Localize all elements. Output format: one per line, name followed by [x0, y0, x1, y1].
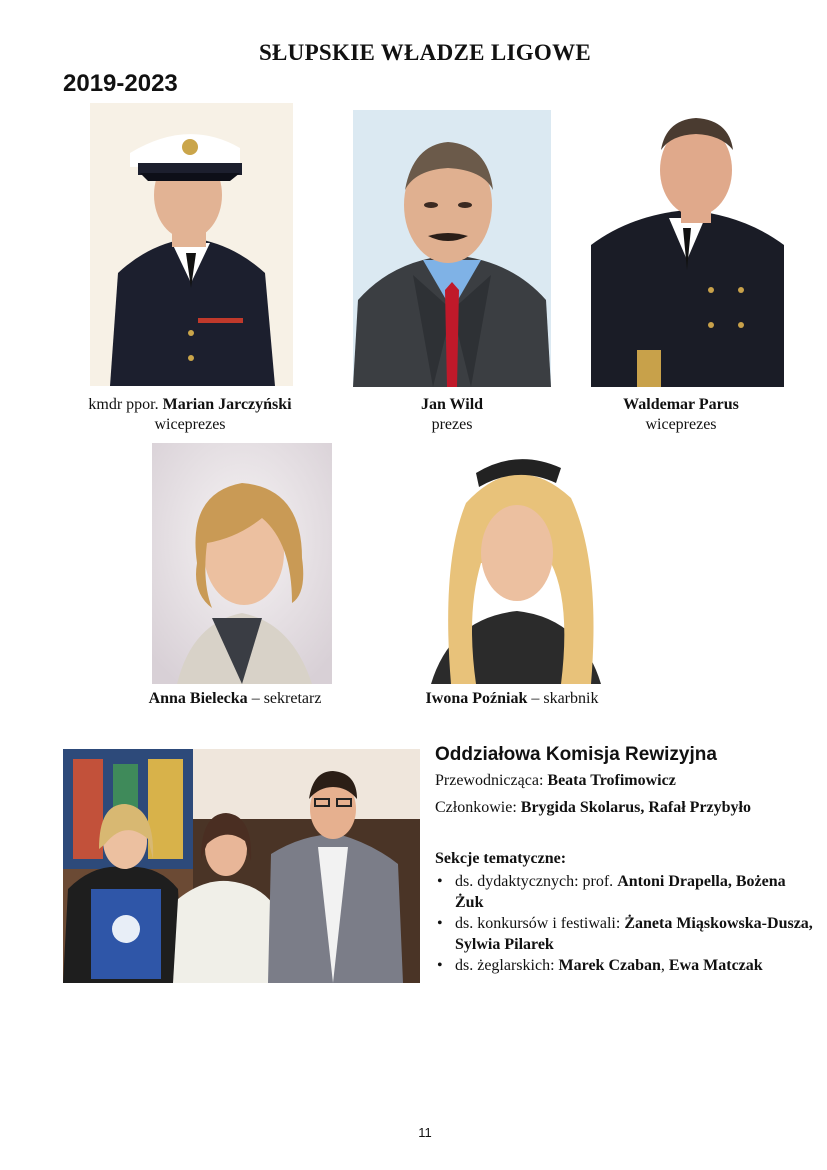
photo-waldemar-parus — [591, 110, 784, 387]
person-name: Marian Jarczyński — [162, 396, 292, 413]
person-name: Iwona Poźniak — [425, 690, 528, 707]
person-role: wiceprezes — [154, 416, 226, 433]
members-names: Brygida Skolarus, Rafał Przybyło — [520, 799, 751, 816]
chair-label: Przewodnicząca: — [435, 772, 548, 789]
person-role: – sekretarz — [247, 690, 322, 707]
photo-marian-jarczynski — [90, 103, 293, 386]
rank-prefix: kmdr ppor. — [88, 396, 163, 413]
section-names: Marek Czaban — [558, 957, 661, 974]
person-role: – skarbnik — [527, 690, 599, 707]
commission-chair — [435, 770, 676, 791]
section-item-sailing — [435, 955, 815, 976]
period-years: 2019-2023 — [63, 70, 178, 97]
sections-list — [435, 871, 815, 976]
photo-iwona-pozniak — [421, 443, 614, 684]
commission-title: Oddziałowa Komisja Rewizyjna — [435, 744, 717, 765]
photo-anna-bielecka — [152, 443, 332, 684]
person-name: Anna Bielecka — [148, 690, 248, 707]
person-name: Jan Wild — [420, 396, 484, 413]
commission-members — [435, 797, 751, 818]
section-item-didactic — [435, 871, 815, 913]
photo-commission-group — [63, 749, 420, 983]
caption-marian-jarczynski — [40, 395, 340, 435]
caption-anna-bielecka — [115, 689, 355, 709]
thematic-sections — [435, 848, 815, 976]
section-separator: , — [660, 957, 669, 974]
person-role: prezes — [431, 416, 473, 433]
caption-jan-wild — [352, 395, 552, 435]
members-label: Członkowie: — [435, 799, 521, 816]
caption-iwona-pozniak — [392, 689, 632, 709]
page-title: SŁUPSKIE WŁADZE LIGOWE — [258, 40, 592, 65]
section-names: Antoni Drapella, Bożena Żuk — [455, 873, 786, 911]
section-item-contests — [435, 913, 815, 955]
chair-name: Beata Trofimowicz — [547, 772, 676, 789]
sections-heading: Sekcje tematyczne: — [435, 850, 567, 867]
caption-waldemar-parus — [581, 395, 781, 435]
photo-jan-wild — [353, 110, 551, 387]
section-label: ds. żeglarskich: — [455, 957, 559, 974]
person-role: wiceprezes — [645, 416, 717, 433]
section-names: Żaneta Miąskowska-Dusza, Sylwia Pilarek — [455, 915, 813, 953]
section-label: ds. konkursów i festiwali: — [455, 915, 625, 932]
person-name: Waldemar Parus — [623, 396, 739, 413]
section-label: ds. dydaktycznych: prof. — [455, 873, 618, 890]
section-names-2: Ewa Matczak — [668, 957, 763, 974]
page-number: 11 — [418, 1125, 432, 1140]
